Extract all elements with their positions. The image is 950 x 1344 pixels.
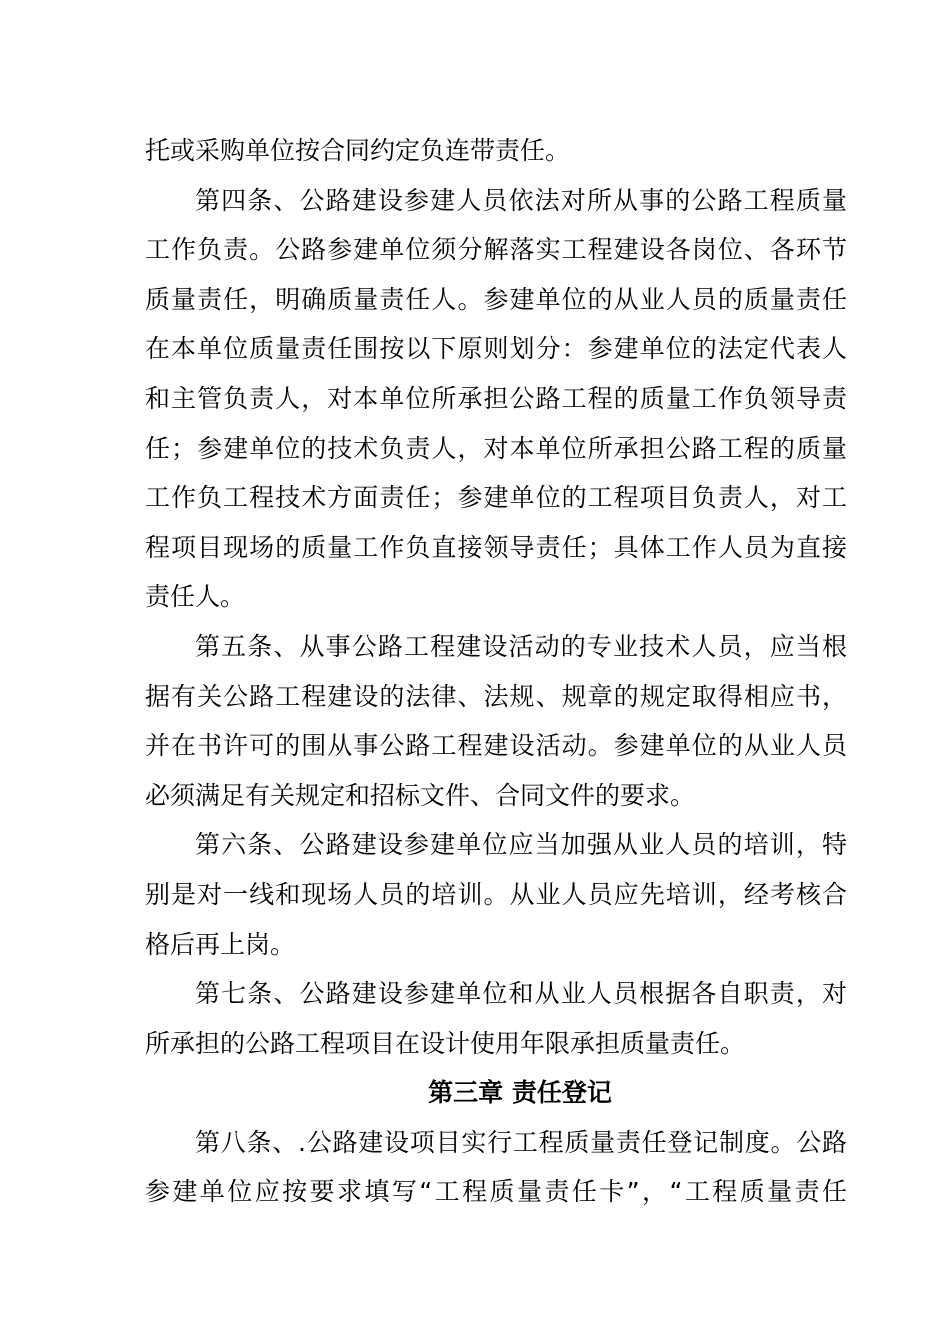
- text-line: 所承担的公路工程项目在设计使用年限承担质量责任。: [145, 1028, 746, 1058]
- text-line: 任；参建单位的技术负责人，对本单位所承担公路工程的质量: [145, 433, 847, 463]
- text-line: 第四条、公路建设参建人员依法对所从事的公路工程质量: [195, 185, 847, 215]
- text-line: 必须满足有关规定和招标文件、合同文件的要求。: [145, 780, 696, 810]
- text-line: 托或采购单位按合同约定负连带责任。: [145, 136, 571, 165]
- text-line: 第六条、公路建设参建单位应当加强从业人员的培训，特: [195, 830, 847, 860]
- text-line: 第七条、公路建设参建单位和从业人员根据各自职责，对: [195, 979, 847, 1009]
- document-page: [145, 126, 847, 1217]
- text-line: 并在书许可的围从事公路工程建设活动。参建单位的从业人员: [145, 731, 847, 761]
- text-line: 程项目现场的质量工作负直接领导责任；具体工作人员为直接: [145, 532, 847, 562]
- text-line: 责任人。: [145, 582, 246, 612]
- text-line: 参建单位应按要求填写“工程质量责任卡”，“工程质量责任: [145, 1177, 847, 1207]
- text-line: 工作负工程技术方面责任；参建单位的工程项目负责人，对工: [145, 483, 847, 513]
- text-line: 别是对一线和现场人员的培训。从业人员应先培训，经考核合: [145, 879, 847, 909]
- text-line: 质量责任，明确质量责任人。参建单位的从业人员的质量责任: [145, 284, 847, 314]
- text-line: 格后再上岗。: [145, 929, 296, 959]
- text-line: 在本单位质量责任围按以下原则划分：参建单位的法定代表人: [145, 334, 847, 364]
- text-line: 第八条、.公路建设项目实行工程质量责任登记制度。公路: [195, 1127, 847, 1157]
- body-text-continued: [145, 1118, 847, 1217]
- text-line: 工作负责。公路参建单位须分解落实工程建设各岗位、各环节: [145, 235, 847, 265]
- chapter-heading: 第三章 责任登记: [428, 1078, 612, 1108]
- text-line: 第五条、从事公路工程建设活动的专业技术人员，应当根: [195, 631, 847, 661]
- text-line: 和主管负责人，对本单位所承担公路工程的质量工作负领导责: [145, 383, 847, 413]
- body-text: [145, 126, 847, 1068]
- text-line: 据有关公路工程建设的法律、法规、规章的规定取得相应书，: [145, 681, 847, 711]
